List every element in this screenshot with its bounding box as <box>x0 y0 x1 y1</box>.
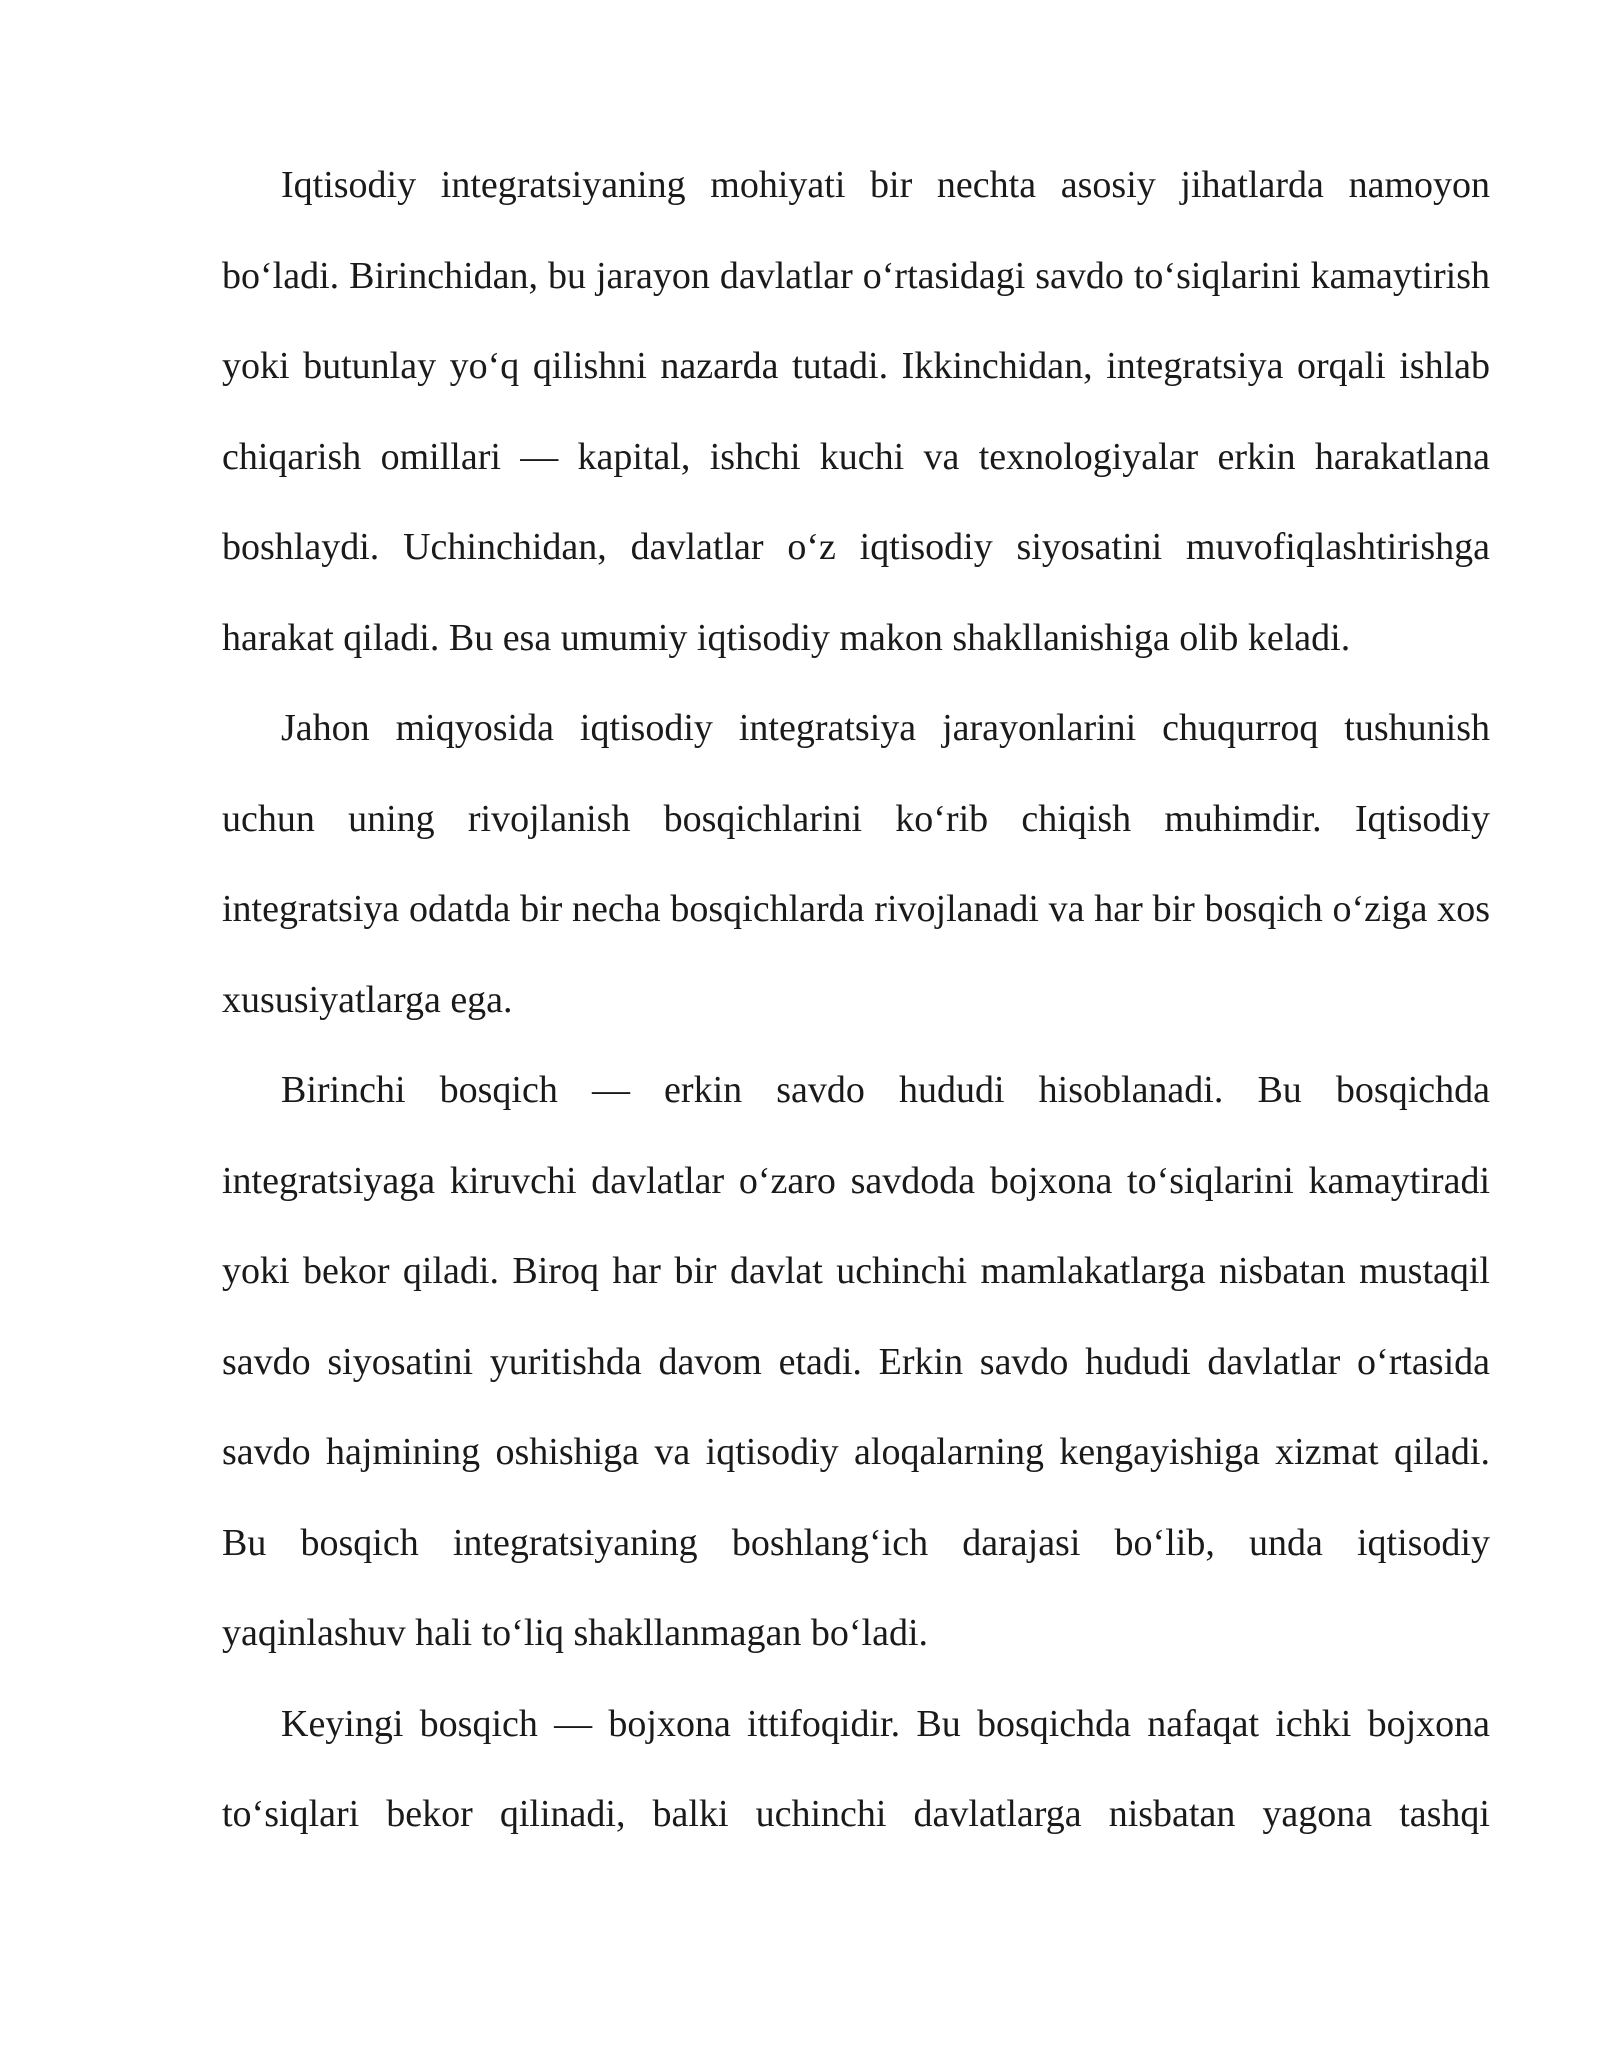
paragraph-3: Birinchi bosqich — erkin savdo hududi hisoblanadi. Bu bosqichda integratsiyaga kiruvchi davlatlar o‘zaro savdoda bojxona to‘siqlarini kamaytiradi yoki bekor qiladi. Biroq har bir davlat uchinchi mamlakatlarga nisbatan mustaqil savdo siyosatini yuritishda davom etadi. Erkin savdo hududi davlatlar o‘rtasida savdo hajmining oshishiga va iqtisodiy aloqalarning kengayishiga xizmat qiladi. Bu bosqich integratsiyaning boshlang‘ich darajasi bo‘lib, unda iqtisodiy yaqinlashuv hali to‘liq shakllanmagan bo‘ladi. <box>222 1069 1490 1654</box>
body-text <box>222 140 1490 1860</box>
paragraph-1: Iqtisodiy integratsiyaning mohiyati bir nechta asosiy jihatlarda namoyon bo‘ladi. Birinchidan, bu jarayon davlatlar o‘rtasidagi savdo to‘siqlarini kamaytirish yoki butunlay yo‘q qilishni nazarda tutadi. Ikkinchidan, integratsiya orqali ishlab chiqarish omillari — kapital, ishchi kuchi va texnologiyalar erkin harakatlana boshlaydi. Uchinchidan, davlatlar o‘z iqtisodiy siyosatini muvofiqlashtirishga harakat qiladi. Bu esa umumiy iqtisodiy makon shakllanishiga olib keladi. <box>222 164 1490 659</box>
paragraph-2: Jahon miqyosida iqtisodiy integratsiya jarayonlarini chuqurroq tushunish uchun uning rivojlanish bosqichlarini ko‘rib chiqish muhimdir. Iqtisodiy integratsiya odatda bir necha bosqichlarda rivojlanadi va har bir bosqich o‘ziga xos xususiyatlarga ega. <box>222 707 1490 1021</box>
paragraph-4: Keyingi bosqich — bojxona ittifoqidir. Bu bosqichda nafaqat ichki bojxona to‘siqlari bekor qilinadi, balki uchinchi davlatlarga nisbatan yagona tashqi <box>222 1702 1490 1835</box>
